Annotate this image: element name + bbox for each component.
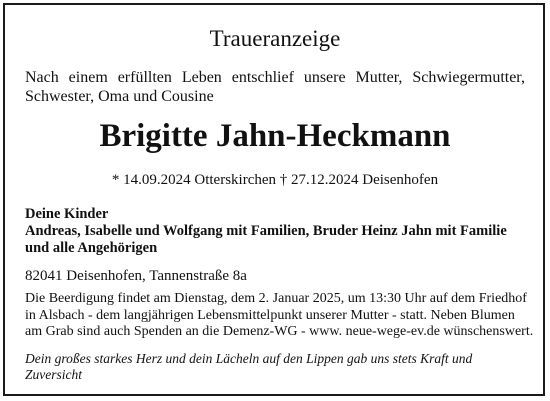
intro-line-2: Schwester, Oma und Cousine: [25, 88, 214, 105]
intro-text: [25, 68, 525, 106]
intro-line-1: Nach einem erfüllten Leben entschlief unsere Mutter, Schwiegermutter,: [25, 69, 525, 86]
deceased-name: Brigitte Jahn-Heckmann: [99, 118, 451, 154]
funeral-info: [25, 291, 534, 341]
funeral-line-1: Die Beerdigung findet am Dienstag, dem 2. Januar 2025, um 13:30 Uhr auf dem Friedhof: [25, 291, 527, 306]
mourners-line-3: und alle Angehörigen: [25, 240, 158, 256]
funeral-line-3: am Grab sind auch Spenden an die Demenz-WG - www. neue-wege-ev.de wünschenswert.: [25, 324, 534, 339]
quote-line-2: Zuversicht: [25, 367, 82, 382]
funeral-line-2: in Alsbach - dem langjährigen Lebensmittelpunkt unserer Mutter - statt. Neben Blumen: [25, 307, 515, 323]
mourners-line-1: Deine Kinder: [25, 206, 109, 222]
mourner-address: 82041 Deisenhofen, Tannenstraße 8a: [25, 268, 247, 284]
notice-title: Traueranzeige: [209, 26, 341, 51]
quote-line-1: Dein großes starkes Herz und dein Lächeln auf den Lippen gab uns stets Kraft und: [25, 351, 473, 366]
birth-death-dates: * 14.09.2024 Otterskirchen † 27.12.2024 Deisenhofen: [111, 172, 439, 188]
mourners-line-2: Andreas, Isabelle und Wolfgang mit Familien, Bruder Heinz Jahn mit Familie: [25, 223, 507, 239]
mourners-block: [25, 206, 525, 257]
memorial-quote: [25, 351, 525, 383]
